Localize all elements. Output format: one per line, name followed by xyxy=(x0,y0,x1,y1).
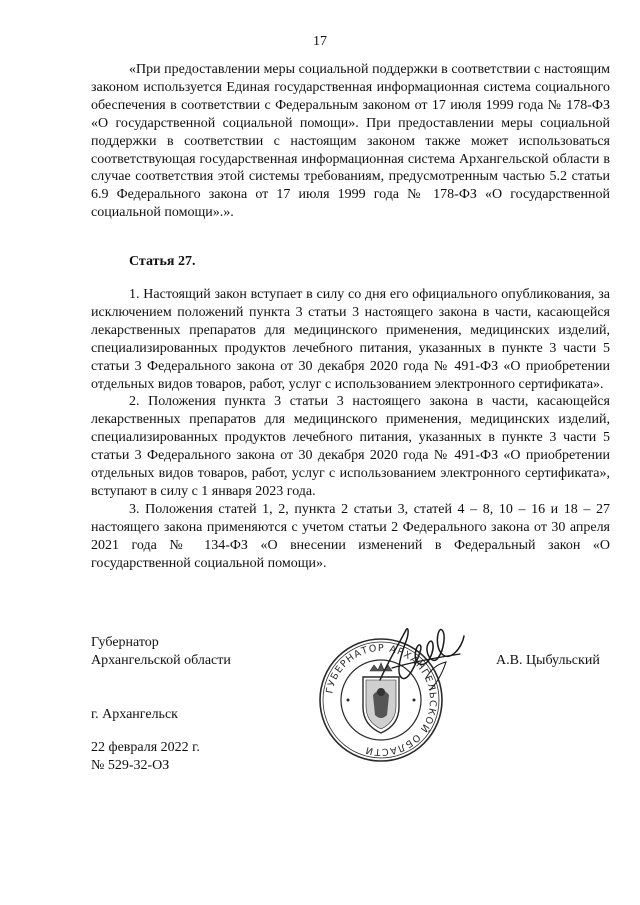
article-heading: Статья 27. xyxy=(129,254,196,269)
seal-ring-text: ГУБЕРНАТОР АРХАНГЕЛЬСКОЙ ОБЛАСТИ xyxy=(324,642,439,758)
city: г. Архангельск xyxy=(91,707,178,722)
governor-title-line2: Архангельской области xyxy=(91,653,231,668)
date-and-number xyxy=(91,739,200,775)
article-body xyxy=(91,286,610,573)
signer-name: А.В. Цыбульский xyxy=(496,653,600,668)
article-paragraph-3: 3. Положения статей 1, 2, пункта 2 статьи 3, статей 4 – 8, 10 – 16 и 18 – 27 настоящего закона применяются с учетом статьи 2 Федерального закона от 30 апреля 2021 года № 134-ФЗ «О внесении изменений в Федеральный закон «О государственной социальной помощи». xyxy=(91,501,610,571)
governor-title-line1: Губернатор xyxy=(91,635,159,650)
article-heading-block xyxy=(91,253,610,271)
document-date: 22 февраля 2022 г. xyxy=(91,740,200,755)
article-paragraph-1: 1. Настоящий закон вступает в силу со дня его официального опубликования, за исключением положений пункта 3 статьи 3 настоящего закона в части, касающейся лекарственных препаратов для медицинского применения, медицинских изделий, специализированных продуктов лечебного питания, указанных в пункте 3 части 5 статьи 3 Федерального закона от 30 декабря 2020 года № 491-ФЗ «О приобретении отдельных видов товаров, работ, услуг с использованием электронного сертификата». xyxy=(91,287,610,392)
governor-title xyxy=(91,634,231,670)
quote-paragraph: «При предоставлении меры социальной поддержки в соответствии с настоящим законом используется Единая государственная информационная система социального обеспечения в соответствии с Федеральным законом от 17 июля 1999 года № 178-ФЗ «О государственной социальной помощи». При предоставлении меры социальной поддержки в соответствии с настоящим законом также может использоваться соответствующая государственная информационная система Архангельской области в случае соответствия этой системы требованиям, предусмотренным частью 5.2 статьи 6.9 Федерального закона от 17 июля 1999 года № 178-ФЗ «О государственной социальной помощи».». xyxy=(91,62,610,221)
page-number: 17 xyxy=(313,34,327,49)
quote-block xyxy=(91,61,610,222)
signature-icon xyxy=(372,618,472,708)
article-paragraph-2: 2. Положения пункта 3 статьи 3 настоящего закона в части, касающейся лекарственных препаратов для медицинского применения, медицинских изделий, специализированных продуктов лечебного питания, указанных в пункте 3 части 5 статьи 3 Федерального закона от 30 декабря 2020 года № 491-ФЗ «О приобретении отдельных видов товаров, работ, услуг с использованием электронного сертификата», вступают в силу с 1 января 2023 года. xyxy=(91,394,610,499)
document-number: № 529-32-ОЗ xyxy=(91,758,170,773)
